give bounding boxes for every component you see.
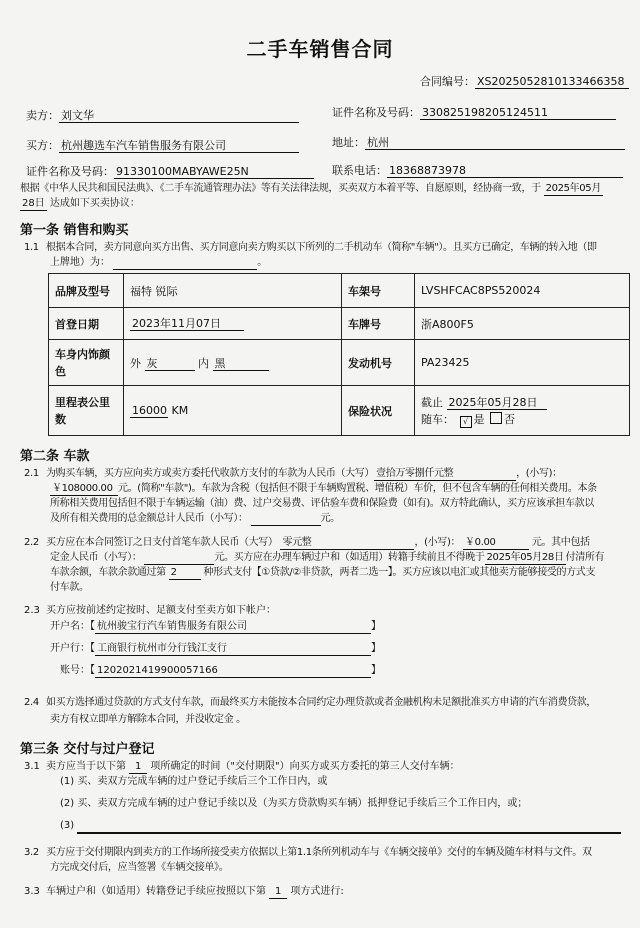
- clause-3-1-option-1: (1) 买、卖双方完成车辆的过户登记手续后三个工作日内，或: [60, 776, 328, 787]
- first-payment-upper: 零元整: [280, 536, 414, 550]
- bracket-close: 】: [371, 665, 381, 676]
- registration-place-field: [113, 256, 257, 270]
- clause-2-2-text-c: 元。其中包括: [531, 537, 590, 548]
- clause-2-4: [24, 695, 636, 727]
- buyer-phone-label: 联系电话：: [332, 164, 387, 177]
- insurance-until-value: 2025年05月28日: [447, 396, 547, 410]
- clause-2-2-text-d: 定金人民币（小写）：: [50, 552, 142, 563]
- seller-field: [26, 107, 299, 123]
- color-label: 车身内饰颜色: [49, 340, 124, 386]
- clause-2-4-text: 如买方选择通过贷款的方式支付车款，而最终买方未能按本合同约定办理贷款或者金融机构未足额批准买方申请的汽车消费贷款，: [46, 697, 597, 708]
- buyer-id-label: 证件名称及号码：: [26, 165, 114, 178]
- account-bank-label: 开户行：【: [50, 643, 95, 654]
- clause-1-1-text2: 上牌地）为：: [50, 257, 110, 268]
- clause-number: 2.3: [24, 605, 40, 616]
- account-number-label: 账号：【: [60, 665, 95, 676]
- clause-number: 3.3: [24, 886, 40, 897]
- clause-2-2-text: 买方应在本合同签订之日支付首笔车款人民币（大写）: [46, 537, 278, 548]
- clause-3-1: [24, 759, 636, 834]
- clause-2-1-text-c: 元。(简称"车款")。车款为含税（包括但不限于车辆购置税、增值税）车价，但不包含车辆的任何相关费用。本条: [118, 483, 597, 494]
- clause-2-1-text-e: 及所有相关费用的总金额总计人民币（小写）：: [50, 513, 248, 524]
- bracket-close: 】: [371, 643, 381, 654]
- buyer-id-value: 91330100MABYAWE25N: [114, 165, 314, 179]
- seller-label: 卖方：: [26, 109, 59, 122]
- clause-2-2-text-b: ，(小写)：: [414, 537, 461, 548]
- buyer-field: [26, 137, 299, 153]
- clause-3-1-text-b: 项所确定的时间（"交付期限"）向买方或买方委托的第三人交付车辆：: [150, 761, 460, 772]
- no-label: 否: [504, 412, 515, 426]
- clause-number: 3.2: [24, 847, 39, 858]
- vehicle-info-table: [48, 273, 630, 436]
- intro-tail: 达成如下买卖协议：: [49, 198, 140, 209]
- color-exterior-value: 灰: [145, 357, 195, 371]
- clause-3-2: [24, 845, 636, 875]
- clause-number: 2.1: [24, 468, 39, 479]
- clause-3-1-option-3: (3): [60, 820, 75, 831]
- color-interior-value: 黑: [213, 357, 269, 371]
- payment-method-value: 2: [169, 566, 201, 580]
- bracket-close: 】: [371, 621, 381, 632]
- mileage-value: 16000: [132, 403, 167, 417]
- intro-date-part1: 2025年05月: [545, 183, 601, 194]
- table-row: [49, 386, 630, 436]
- clause-2-2-text-g: 车款余额，车款余款通过第: [50, 567, 166, 578]
- intro-paragraph: [20, 181, 635, 211]
- clause-2-2-text-i: 付车款。: [50, 582, 89, 593]
- clause-number: 1.1: [24, 242, 39, 253]
- clause-2-1-text-d: 所称相关费用包括但不限于车辆运输（油）费、过户交易费、评估验车费和保险费（如有)。双方特此确认，买方应该承担车款以: [50, 498, 594, 509]
- intro-text: 根据《中华人民共和国民法典》、《二手车流通管理办法》等有关法律法规，买卖双方本着平等、自愿原则，经协商一致，于: [20, 183, 541, 194]
- clause-2-2-text-h: 种形式支付【①贷款/②非贷款，两者二选一】。买方应该以电汇或其他卖方能够接受的方式支: [203, 567, 596, 578]
- mileage-unit: KM: [171, 403, 189, 417]
- account-bank-value: 工商银行杭州市分行钱江支行: [95, 642, 371, 656]
- buyer-phone-field: [332, 162, 623, 178]
- clause-2-2-text-e: 元。买方应在办理车辆过户和（如适用）转籍手续前且不得晚于: [214, 552, 485, 563]
- clause-2-1-text-b: ，(小写)：: [516, 468, 562, 479]
- clause-3-2-text: 买方应于交付期限内到卖方的工作场所接受卖方依据以上第1.1条所列机动车与《车辆交接单》交付的车辆及随车材料与文件。双: [46, 847, 592, 858]
- account-name-value: 杭州骏宝行汽车销售服务有限公司: [95, 620, 371, 634]
- clause-number: 2.4: [24, 697, 39, 708]
- clause-number: 2.2: [24, 537, 39, 548]
- plate-value: 浙A800F5: [415, 308, 630, 340]
- intro-date-part2: 28日: [22, 198, 45, 209]
- no-checkbox[interactable]: [490, 412, 502, 424]
- contract-number-value: XS2025052810133466358: [475, 75, 629, 89]
- delivery-item-value: 1: [129, 760, 147, 774]
- buyer-address-label: 地址：: [332, 136, 365, 149]
- price-upper-value: 壹拾万零捌仟元整: [374, 467, 516, 481]
- mileage-label: 里程表公里数: [49, 386, 124, 436]
- clause-3-3-text: 车辆过户和（如适用）转籍登记手续应按照以下第: [46, 886, 266, 897]
- clause-3-3: [24, 884, 636, 899]
- section-2-heading: 第二条 车款: [20, 449, 90, 464]
- registration-method-value: 1: [269, 885, 287, 899]
- color-exterior-label: 外: [130, 356, 141, 370]
- with-car-label: 随车：: [421, 412, 454, 426]
- clause-2-3: [24, 603, 636, 678]
- buyer-id-field: [26, 163, 314, 179]
- clause-2-1-text: 为购买车辆，买方应向卖方或卖方委托代收款方支付的车款为人民币（大写）: [46, 468, 375, 479]
- engine-value: PA23425: [415, 340, 630, 386]
- buyer-label: 买方：: [26, 139, 59, 152]
- brand-value: 福特 锐际: [124, 274, 342, 308]
- table-row: [49, 340, 630, 386]
- clause-number: 3.1: [24, 761, 40, 772]
- vin-label: 车架号: [342, 274, 415, 308]
- clause-3-1-text: 卖方应当于以下第: [46, 761, 126, 772]
- clause-1-1-end: 。: [257, 257, 268, 268]
- clause-2-4-text-b: 卖方有权立即单方解除本合同，并没收定金 。: [50, 714, 246, 725]
- buyer-address-value: 杭州: [365, 136, 625, 150]
- brand-label: 品牌及型号: [49, 274, 124, 308]
- engine-label: 发动机号: [342, 340, 415, 386]
- clause-3-1-option-2: (2) 买、卖双方完成车辆的过户登记手续以及（为买方贷款购买车辆）抵押登记手续后三个工作日内，或；: [60, 798, 528, 809]
- clause-2-1: [24, 466, 636, 526]
- clause-3-2-text-b: 方完成交付后，应当签署《车辆交接单》。: [50, 862, 229, 873]
- clause-1-1: [24, 240, 636, 270]
- account-name-label: 开户名：【: [50, 621, 95, 632]
- balance-due-date: 2025年05月28日: [486, 552, 564, 563]
- seller-id-field: [332, 104, 616, 120]
- seller-name: 刘文华: [59, 109, 299, 123]
- total-amount-field: [251, 512, 321, 526]
- clause-1-1-text: 根据本合同，卖方同意向买方出售、买方同意向卖方购买以下所列的二手机动车（简称"车辆"）。且买方已确定，车辆的转入地（即: [46, 242, 597, 253]
- clause-3-3-text-b: 项方式进行:: [290, 886, 344, 897]
- section-3-heading: 第三条 交付与过户登记: [20, 742, 155, 757]
- table-row: [49, 308, 630, 340]
- insurance-label: 保险状况: [342, 386, 415, 436]
- deposit-field: [144, 551, 214, 565]
- seller-id-value: 330825198205124511: [420, 106, 616, 120]
- clause-2-1-text-f: 元。: [320, 513, 340, 524]
- plate-label: 车牌号: [342, 308, 415, 340]
- clause-2-2: [24, 535, 636, 595]
- table-row: [49, 274, 630, 308]
- document-title: 二手车销售合同: [246, 37, 394, 61]
- account-number-value: 1202021419900057166: [95, 664, 371, 678]
- vin-value: LVSHFCAC8PS520024: [415, 274, 630, 308]
- buyer-name: 杭州趣选车汽车销售服务有限公司: [59, 139, 299, 153]
- reg-date-label: 首登日期: [49, 308, 124, 340]
- section-1-heading: 第一条 销售和购买: [20, 223, 129, 238]
- yes-label: 是: [473, 412, 485, 426]
- yes-checkbox[interactable]: √: [460, 416, 472, 428]
- buyer-phone-value: 18368873978: [387, 164, 623, 178]
- contract-number: [420, 73, 629, 89]
- contract-number-label: 合同编号：: [420, 75, 475, 88]
- option-3-field: [77, 819, 621, 834]
- first-payment-lower: ￥0.00: [463, 536, 529, 550]
- seller-id-label: 证件名称及号码：: [332, 106, 420, 119]
- clause-2-3-text: 买方应按前述约定按时、足额支付至卖方如下帐户：: [46, 605, 276, 616]
- insurance-until-label: 截止: [421, 395, 443, 409]
- buyer-address-field: [332, 134, 625, 150]
- reg-date-value: 2023年11月07日: [130, 317, 244, 331]
- price-lower-value: ￥108000.00: [50, 482, 118, 496]
- color-interior-label: 内: [198, 356, 209, 370]
- clause-2-2-text-f: 付清所有: [565, 552, 605, 563]
